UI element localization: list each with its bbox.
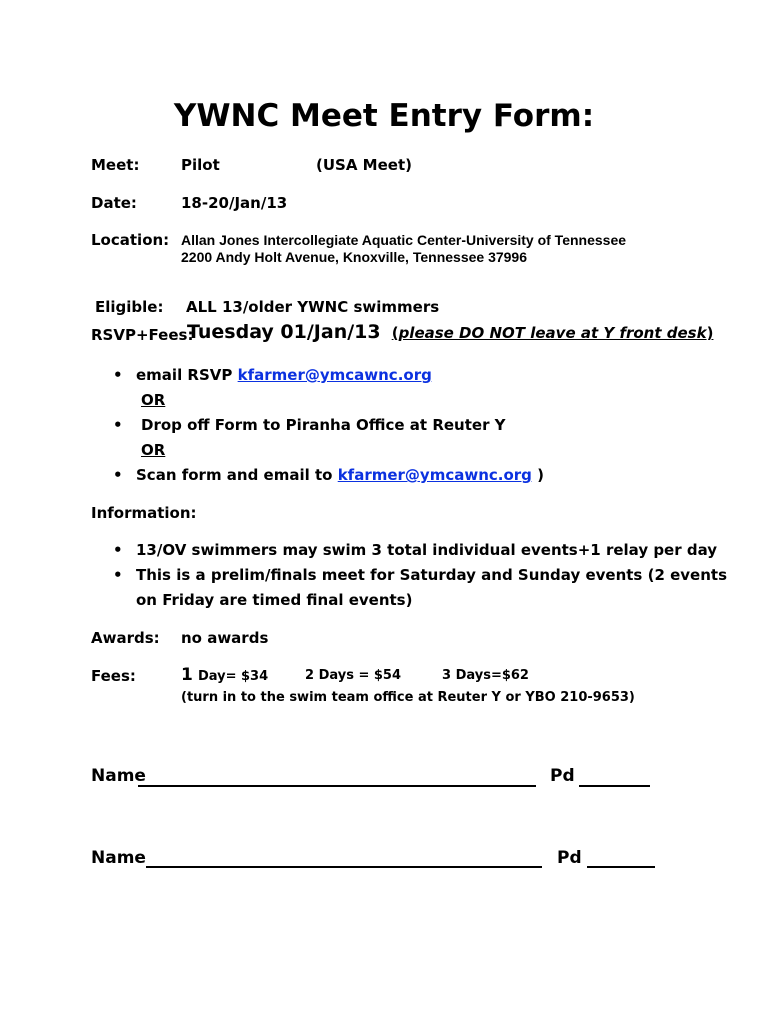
eligible-label: Eligible:: [95, 298, 164, 316]
pd-label: Pd: [557, 848, 582, 868]
awards-value: no awards: [181, 629, 269, 647]
fees-note: (turn in to the swim team office at Reuter Y or YBO 210-9653): [181, 690, 635, 705]
email-option: [136, 366, 432, 384]
fees-label: Fees:: [91, 667, 136, 685]
meet-note: (USA Meet): [316, 156, 412, 174]
bullet-icon: •: [113, 541, 123, 559]
fee-two-days: 2 Days = $54: [305, 668, 402, 683]
date-value: 18-20/Jan/13: [181, 194, 288, 212]
info-item: 13/OV swimmers may swim 3 total individual events+1 relay per day: [136, 541, 718, 559]
rsvp-label: RSVP+Fees:: [91, 326, 194, 344]
rsvp-note: please DO NOT leave at Y front desk: [398, 324, 707, 342]
awards-label: Awards:: [91, 629, 160, 647]
name-label: Name: [91, 766, 146, 786]
fee-one-num: 1: [181, 665, 193, 685]
bullet-icon: •: [113, 366, 123, 384]
info-item: This is a prelim/finals meet for Saturday and Sunday events (2 events: [136, 566, 727, 584]
pd-field[interactable]: [587, 866, 655, 868]
fee-one-day: [181, 665, 268, 685]
scan-option: [136, 466, 544, 484]
info-item-continued: on Friday are timed final events): [136, 591, 413, 609]
scan-close: ): [537, 466, 545, 484]
pd-field[interactable]: [579, 785, 650, 787]
date-label: Date:: [91, 194, 137, 212]
meet-label: Meet:: [91, 156, 140, 174]
meet-value: Pilot: [181, 156, 220, 174]
rsvp-deadline: Tuesday 01/Jan/13: [187, 321, 381, 343]
pd-label: Pd: [550, 766, 575, 786]
bullet-icon: •: [113, 416, 123, 434]
or-label: OR: [141, 391, 166, 409]
bullet-icon: •: [113, 566, 123, 584]
scan-option-text: Scan form and email to: [136, 466, 333, 484]
information-label: Information:: [91, 504, 197, 522]
bullet-icon: •: [113, 466, 123, 484]
email-link[interactable]: kfarmer@ymcawnc.org: [237, 366, 432, 384]
fee-one-text: Day= $34: [197, 669, 269, 684]
rsvp-paren-close: ): [706, 324, 714, 342]
location-line1: Allan Jones Intercollegiate Aquatic Center-University of Tennessee: [181, 232, 627, 248]
name-field[interactable]: [146, 866, 542, 868]
name-field[interactable]: [138, 785, 536, 787]
location-label: Location:: [91, 231, 170, 249]
rsvp-paren-open: (: [391, 324, 399, 342]
or-label: OR: [141, 441, 166, 459]
email-option-text: email RSVP: [136, 366, 233, 384]
location-line2: 2200 Andy Holt Avenue, Knoxville, Tennessee 37996: [181, 249, 527, 265]
name-label: Name: [91, 848, 146, 868]
page-title: YWNC Meet Entry Form:: [173, 98, 595, 134]
eligible-value: ALL 13/older YWNC swimmers: [186, 298, 440, 316]
scan-email-link[interactable]: kfarmer@ymcawnc.org: [337, 466, 532, 484]
rsvp-line: [187, 321, 713, 343]
dropoff-option: Drop off Form to Piranha Office at Reuter Y: [141, 416, 506, 434]
fee-three-days: 3 Days=$62: [442, 668, 529, 683]
